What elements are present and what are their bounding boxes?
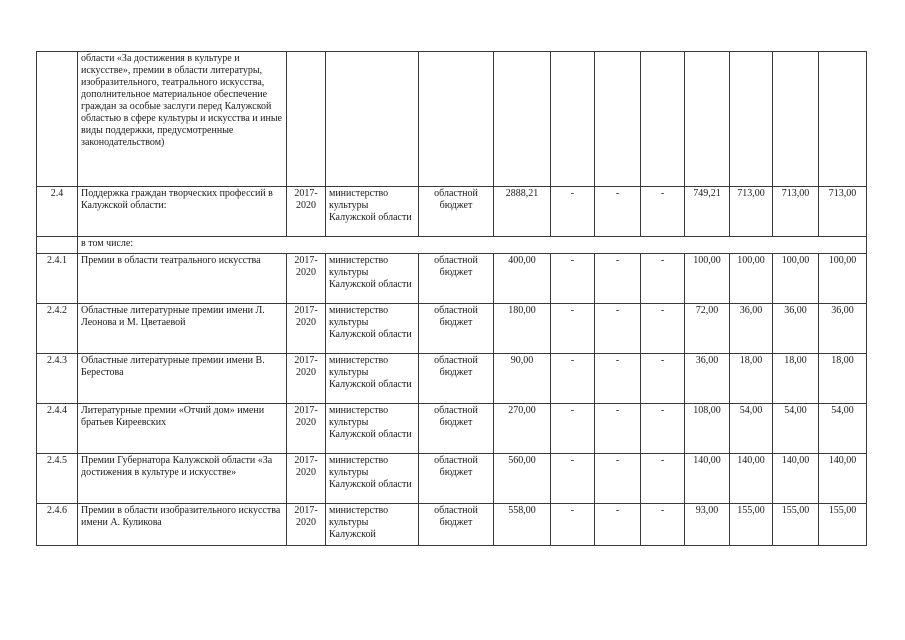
cell-code: 2.4.4 xyxy=(37,404,78,454)
cell-executor: министерство культуры Калужской области xyxy=(326,404,419,454)
cell-name: Премии Губернатора Калужской области «За достижения в культуре и искусстве» xyxy=(78,454,287,504)
cell-y7: 140,00 xyxy=(819,454,867,504)
cell-y3: - xyxy=(641,504,685,546)
cell-y1: - xyxy=(551,404,595,454)
cell-y7: 713,00 xyxy=(819,187,867,237)
subheader-text: в том числе: xyxy=(78,237,867,254)
table-row xyxy=(37,454,867,504)
cell-y4: 749,21 xyxy=(685,187,730,237)
cell-period: 2017-2020 xyxy=(287,404,326,454)
cell-code xyxy=(37,237,78,254)
cell-y7: 155,00 xyxy=(819,504,867,546)
cell-y7: 100,00 xyxy=(819,254,867,304)
cell-total xyxy=(494,52,551,187)
cell-y5: 18,00 xyxy=(730,354,773,404)
cell-y2: - xyxy=(595,504,641,546)
cell-y2: - xyxy=(595,304,641,354)
cell-code: 2.4.2 xyxy=(37,304,78,354)
cell-y5: 36,00 xyxy=(730,304,773,354)
cell-y5: 54,00 xyxy=(730,404,773,454)
cell-code xyxy=(37,52,78,187)
cell-executor: министерство культуры Калужской области xyxy=(326,354,419,404)
cell-code: 2.4.3 xyxy=(37,354,78,404)
cell-name-continuation: области «За достижения в культуре и искусстве», премии в области литературы, изобразительного, театрального искусства, дополнительное материальное обеспечение граждан за особые заслуги перед Калужской областью в сфере культуры и искусства и иные виды поддержки, предусмотренные законодательством) xyxy=(78,52,287,187)
table-row xyxy=(37,404,867,454)
cell-y5: 713,00 xyxy=(730,187,773,237)
cell-source: областной бюджет xyxy=(419,354,494,404)
table-row xyxy=(37,254,867,304)
table-row-subheader xyxy=(37,237,867,254)
cell-y4: 100,00 xyxy=(685,254,730,304)
cell-y3: - xyxy=(641,454,685,504)
cell-name: Областные литературные премии имени Л. Леонова и М. Цветаевой xyxy=(78,304,287,354)
cell-y5 xyxy=(730,52,773,187)
cell-y4: 93,00 xyxy=(685,504,730,546)
cell-name: Премии в области изобразительного искусства имени А. Куликова xyxy=(78,504,287,546)
cell-y3: - xyxy=(641,254,685,304)
program-table xyxy=(36,51,867,546)
cell-y2 xyxy=(595,52,641,187)
cell-y4 xyxy=(685,52,730,187)
cell-y2: - xyxy=(595,354,641,404)
cell-code: 2.4.6 xyxy=(37,504,78,546)
cell-executor: министерство культуры Калужской области xyxy=(326,304,419,354)
cell-y6: 100,00 xyxy=(773,254,819,304)
cell-name: Премии в области театрального искусства xyxy=(78,254,287,304)
cell-source: областной бюджет xyxy=(419,254,494,304)
cell-y6: 18,00 xyxy=(773,354,819,404)
cell-y4: 36,00 xyxy=(685,354,730,404)
cell-period xyxy=(287,52,326,187)
cell-total: 558,00 xyxy=(494,504,551,546)
cell-y3 xyxy=(641,52,685,187)
cell-total: 90,00 xyxy=(494,354,551,404)
cell-y4: 72,00 xyxy=(685,304,730,354)
cell-period: 2017-2020 xyxy=(287,254,326,304)
cell-code: 2.4.1 xyxy=(37,254,78,304)
cell-y7 xyxy=(819,52,867,187)
cell-y2: - xyxy=(595,187,641,237)
cell-y3: - xyxy=(641,304,685,354)
cell-executor: министерство культуры Калужской области xyxy=(326,454,419,504)
cell-name: Областные литературные премии имени В. Берестова xyxy=(78,354,287,404)
cell-y6: 155,00 xyxy=(773,504,819,546)
cell-total: 560,00 xyxy=(494,454,551,504)
cell-y6: 713,00 xyxy=(773,187,819,237)
cell-source: областной бюджет xyxy=(419,404,494,454)
cell-y3: - xyxy=(641,354,685,404)
cell-y1: - xyxy=(551,354,595,404)
cell-y3: - xyxy=(641,187,685,237)
table-row xyxy=(37,504,867,546)
cell-source: областной бюджет xyxy=(419,504,494,546)
table-row xyxy=(37,304,867,354)
cell-y1: - xyxy=(551,187,595,237)
cell-y6: 36,00 xyxy=(773,304,819,354)
cell-executor xyxy=(326,52,419,187)
cell-y1: - xyxy=(551,304,595,354)
cell-y6 xyxy=(773,52,819,187)
cell-executor: министерство культуры Калужской области xyxy=(326,254,419,304)
cell-period: 2017-2020 xyxy=(287,304,326,354)
cell-y2: - xyxy=(595,254,641,304)
cell-total: 400,00 xyxy=(494,254,551,304)
cell-total: 2888,21 xyxy=(494,187,551,237)
cell-total: 270,00 xyxy=(494,404,551,454)
cell-total: 180,00 xyxy=(494,304,551,354)
table-row xyxy=(37,354,867,404)
cell-y7: 36,00 xyxy=(819,304,867,354)
cell-source: областной бюджет xyxy=(419,187,494,237)
detail-rows xyxy=(37,254,867,546)
cell-source: областной бюджет xyxy=(419,304,494,354)
cell-y5: 100,00 xyxy=(730,254,773,304)
cell-code: 2.4 xyxy=(37,187,78,237)
table-row-2-4 xyxy=(37,187,867,237)
cell-period: 2017-2020 xyxy=(287,187,326,237)
cell-y2: - xyxy=(595,404,641,454)
cell-y6: 54,00 xyxy=(773,404,819,454)
cell-y7: 54,00 xyxy=(819,404,867,454)
cell-y5: 140,00 xyxy=(730,454,773,504)
cell-y1 xyxy=(551,52,595,187)
cell-y3: - xyxy=(641,404,685,454)
cell-period: 2017-2020 xyxy=(287,454,326,504)
table-row-continuation xyxy=(37,52,867,187)
cell-y1: - xyxy=(551,454,595,504)
cell-y4: 140,00 xyxy=(685,454,730,504)
cell-y4: 108,00 xyxy=(685,404,730,454)
cell-y7: 18,00 xyxy=(819,354,867,404)
cell-executor: министерство культуры Калужской xyxy=(326,504,419,546)
cell-source xyxy=(419,52,494,187)
cell-y1: - xyxy=(551,504,595,546)
cell-period: 2017-2020 xyxy=(287,504,326,546)
cell-code: 2.4.5 xyxy=(37,454,78,504)
cell-y6: 140,00 xyxy=(773,454,819,504)
cell-source: областной бюджет xyxy=(419,454,494,504)
cell-name: Поддержка граждан творческих профессий в Калужской области: xyxy=(78,187,287,237)
cell-y1: - xyxy=(551,254,595,304)
cell-name: Литературные премии «Отчий дом» имени братьев Киреевских xyxy=(78,404,287,454)
cell-executor: министерство культуры Калужской области xyxy=(326,187,419,237)
cell-period: 2017-2020 xyxy=(287,354,326,404)
cell-y5: 155,00 xyxy=(730,504,773,546)
cell-y2: - xyxy=(595,454,641,504)
